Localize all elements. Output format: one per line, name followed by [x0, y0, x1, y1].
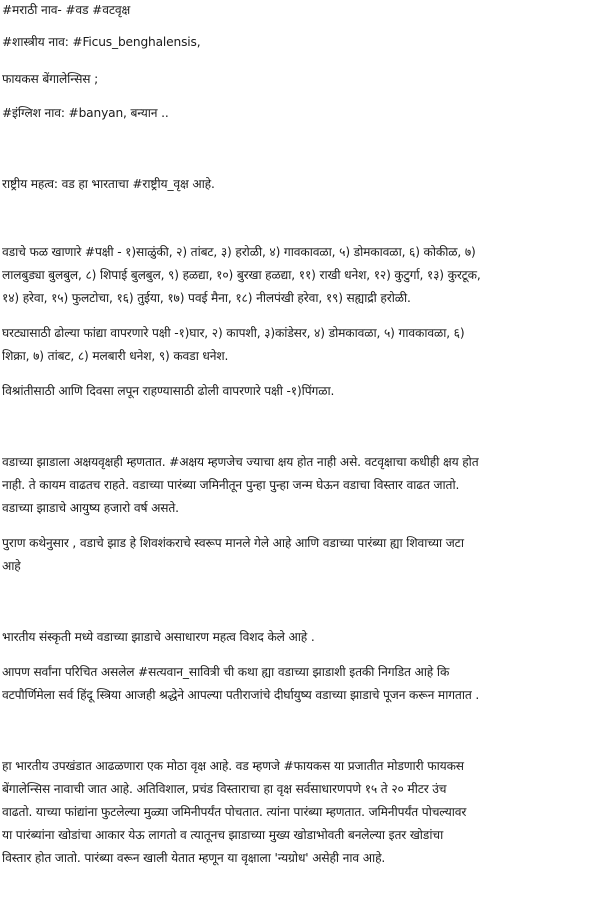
- nesting-birds-line-2: शिक्रा, ७) तांबट, ८) मलबारी धनेश, ९) कवडा धनेश.: [2, 349, 229, 363]
- purana-line-2: आहे: [2, 559, 21, 573]
- scientific-name-marathi: फायकस बेंगालेन्सिस ;: [2, 72, 99, 86]
- culture-importance-line: भारतीय संस्कृती मध्ये वडाच्या झाडाचे असाधारण महत्व विशद केले आहे .: [2, 630, 315, 644]
- description-line-5: विस्तार होत जातो. पारंब्या वरून खाली येतात म्हणून या वृक्षाला 'न्यग्रोध' असेही नाव आहे.: [2, 851, 386, 865]
- fruit-eating-birds-line-3: १४) हरेवा, १५) फुलटोचा, १६) तुईया, १७) पवई मैना, १८) नीलपंखी हरेवा, १९) सह्याद्री हरोळी.: [2, 291, 411, 305]
- description-line-4: या पारंब्यांना खोडांचा आकार येऊ लागतो व त्यातूनच झाडाच्या मुख्य खोडाभोवती बनलेल्या इतर खोडांचा: [2, 828, 444, 842]
- savitri-story-line-1: आपण सर्वांना परिचित असलेल #सत्यवान_सावित्री ची कथा ह्या वडाच्या झाडाशी इतकी निगडित आहे कि: [2, 665, 450, 679]
- scientific-name-line: #शास्त्रीय नाव: #Ficus_benghalensis,: [2, 35, 201, 49]
- resting-birds-line: विश्रांतीसाठी आणि दिवसा लपून राहण्यासाठी ढोली वापरणारे पक्षी -१)पिंगळा.: [2, 384, 335, 398]
- description-line-3: वाढतो. याच्या फांद्यांना फुटलेल्या मुळ्या जमिनीपर्यंत पोचतात. त्यांना पारंब्या म्हणतात. जमिनीपर्यंत पोचल्यावर: [2, 805, 467, 819]
- description-line-2: बेंगालेन्सिस नावाची जात आहे. अतिविशाल, प्रचंड विस्ताराचा हा वृक्ष सर्वसाधारणपणे १५ ते २० मीटर उंच: [2, 782, 447, 796]
- savitri-story-line-2: वटपौर्णिमेला सर्व हिंदू स्त्रिया आजही श्रद्धेने आपल्या पतीराजांचे दीर्घायुष्य वडाच्या झाडाचे पूजन करून मागतात .: [2, 688, 480, 702]
- fruit-eating-birds-line-1: वडाचे फळ खाणारे #पक्षी - १)साळुंकी, २) तांबट, ३) हरोळी, ४) गावकावळा, ५) डोमकावळा, ६) कोकीळ, ७): [2, 245, 476, 259]
- akshay-vriksh-line-2: नाही. ते कायम वाढतच राहते. वडाच्या पारंब्या जमिनीतून पुन्हा पुन्हा जन्म घेऊन वडाचा विस्तार वाढत जातो.: [2, 478, 460, 492]
- fruit-eating-birds-line-2: लालबुड्या बुलबुल, ८) शिपाई बुलबुल, ९) हळद्या, १०) बुरखा हळद्या, ११) राखी धनेश, १२) कुटुर्गा, १३) कुरटूक,: [2, 268, 481, 282]
- purana-line-1: पुराण कथेनुसार , वडाचे झाड हे शिवशंकराचे स्वरूप मानले गेले आहे आणि वडाच्या पारंब्या ह्या शिवाच्या जटा: [2, 536, 464, 550]
- english-name-line: #इंग्लिश नाव: #banyan, बन्यान ..: [2, 106, 169, 120]
- national-importance-line: राष्ट्रीय महत्व: वड हा भारताचा #राष्ट्रीय_वृक्ष आहे.: [2, 177, 215, 191]
- description-line-1: हा भारतीय उपखंडात आढळणारा एक मोठा वृक्ष आहे. वड म्हणजे #फायकस या प्रजातीत मोडणारी फायकस: [2, 759, 464, 773]
- akshay-vriksh-line-3: वडाच्या झाडाचे आयुष्य हजारो वर्ष असते.: [2, 501, 179, 515]
- nesting-birds-line-1: घरट्यासाठी ढोल्या फांद्या वापरणारे पक्षी -१)घार, २) कापशी, ३)कांडेसर, ४) डोमकावळा, ५) गावकावळा, ६): [2, 326, 465, 340]
- akshay-vriksh-line-1: वडाच्या झाडाला अक्षयवृक्षही म्हणतात. #अक्षय म्हणजेच ज्याचा क्षय होत नाही असे. वटवृक्षाचा कधीही क्षय होत: [2, 455, 479, 469]
- heading-marathi-name: #मराठी नाव- #वड #वटवृक्ष: [2, 3, 131, 17]
